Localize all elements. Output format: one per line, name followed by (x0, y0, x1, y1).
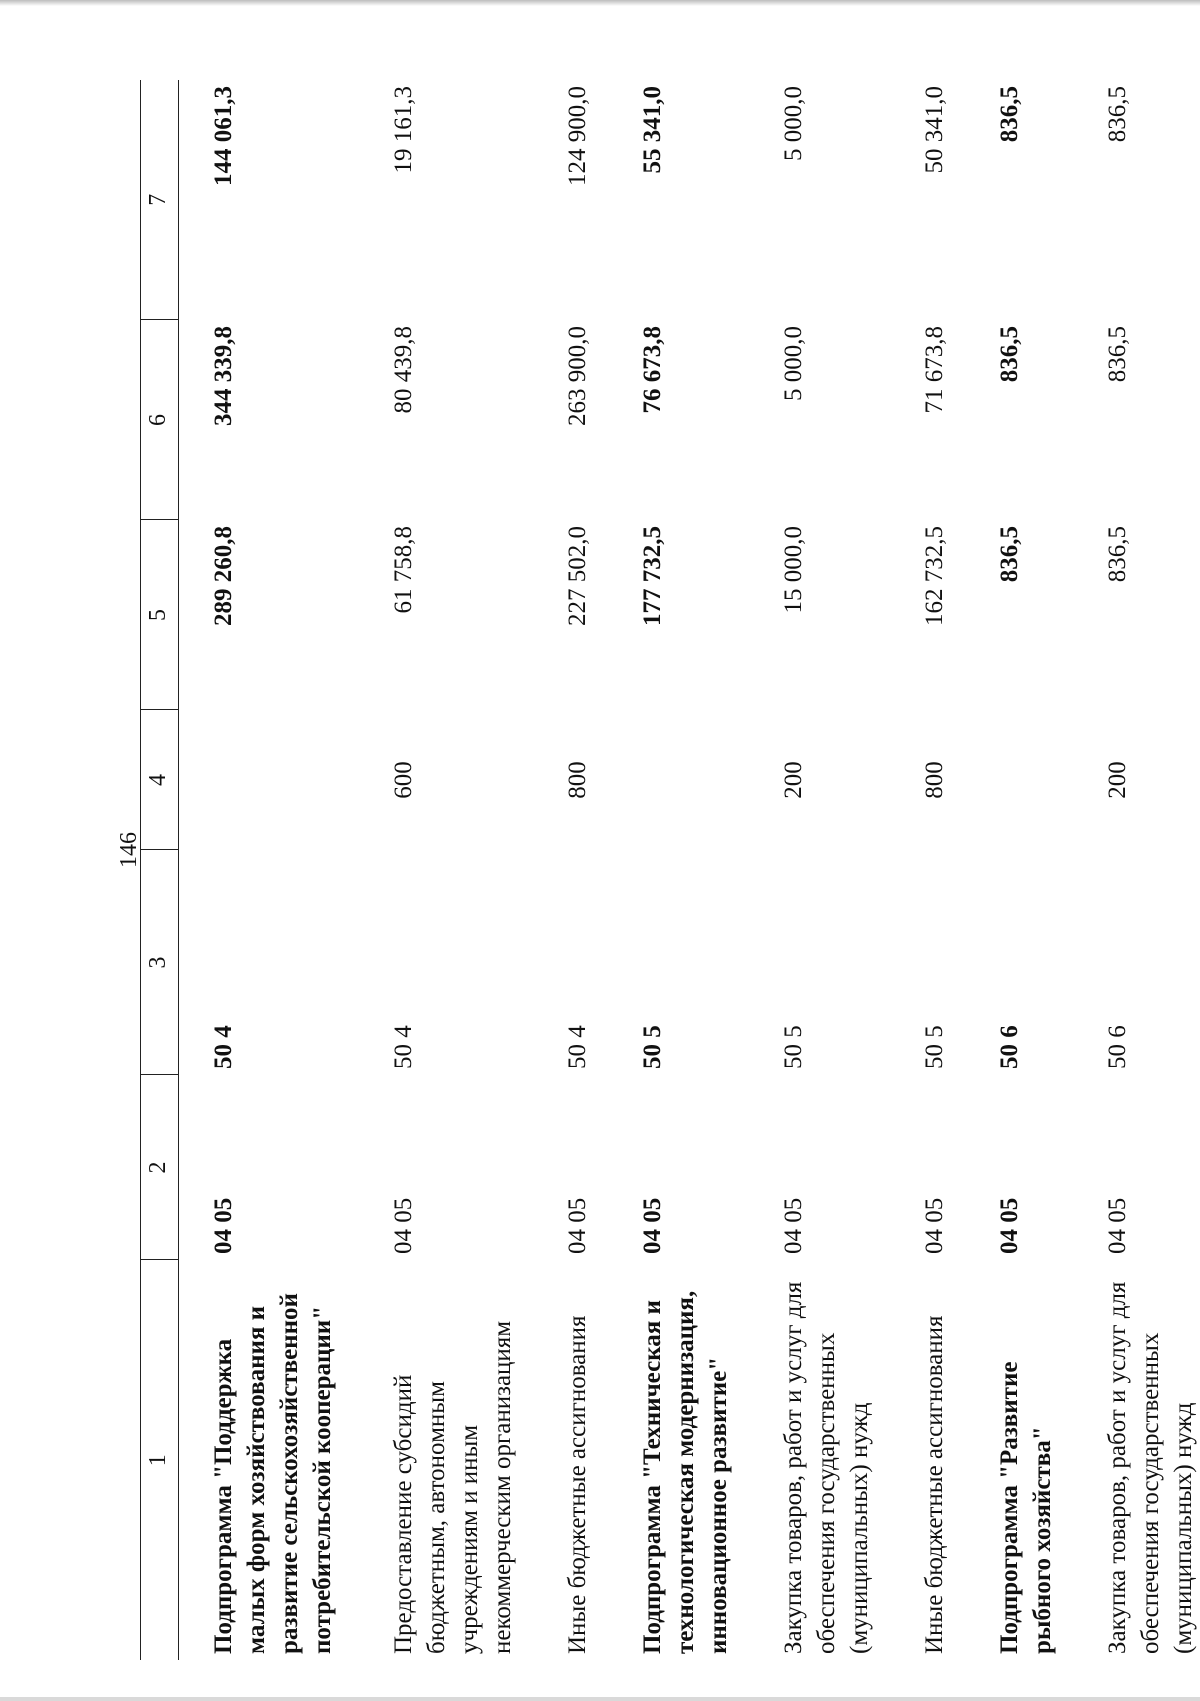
table-row (1073, 80, 1200, 1660)
program-code: 50 5 (921, 1025, 948, 1069)
program-code: 50 5 (639, 1025, 666, 1069)
amount-col5: 836,5 (1104, 526, 1131, 583)
row-name: Подпрограмма "Развитие рыбного хозяйства" (996, 1361, 1056, 1654)
table-row (179, 80, 354, 1660)
amount-col6: 263 900,0 (564, 326, 591, 426)
amount-col7: 124 900,0 (564, 86, 591, 186)
column-header: 7 (141, 80, 179, 320)
amount-col7: 836,5 (1104, 86, 1131, 143)
section-code: 04 05 (780, 1197, 807, 1254)
amount-col6: 5 000,0 (780, 326, 807, 401)
table-row (890, 80, 965, 1660)
row-name: Иные бюджетные ассигнования (921, 1315, 948, 1654)
program-code: 50 4 (210, 1025, 237, 1069)
section-code: 04 05 (390, 1197, 417, 1254)
expense-type-code: 200 (780, 761, 807, 799)
expense-type-code: 200 (1104, 761, 1131, 799)
amount-col6: 836,5 (996, 326, 1023, 383)
expense-type-code: 600 (390, 761, 417, 799)
program-code: 50 5 (780, 1025, 807, 1069)
row-name: Закупка товаров, работ и услуг для обеспечения государственных (муниципальных) нужд (1104, 1281, 1197, 1654)
section-code: 04 05 (564, 1197, 591, 1254)
amount-col5: 836,5 (996, 526, 1023, 583)
table-row (533, 80, 608, 1660)
amount-col5: 15 000,0 (780, 526, 807, 614)
row-name: Иные бюджетные ассигнования (564, 1315, 591, 1654)
amount-col5: 177 732,5 (639, 526, 666, 626)
amount-col7: 50 341,0 (921, 86, 948, 174)
scan-edge-top (0, 0, 1200, 6)
amount-col7: 55 341,0 (639, 86, 666, 174)
table-row (608, 80, 749, 1660)
amount-col6: 836,5 (1104, 326, 1131, 383)
column-header: 5 (141, 520, 179, 710)
amount-col7: 144 061,3 (210, 86, 237, 186)
program-code: 50 6 (996, 1025, 1023, 1069)
table-row (749, 80, 890, 1660)
row-name: Закупка товаров, работ и услуг для обеспечения государственных (муниципальных) нужд (780, 1281, 873, 1654)
expense-type-code (965, 710, 1073, 850)
table-header-row (141, 80, 179, 1660)
column-header: 4 (141, 710, 179, 850)
row-name: Подпрограмма "Техническая и технологическая модернизация, инновационное развитие" (639, 1290, 732, 1654)
rotated-page (100, 60, 1197, 1680)
expense-type-code: 800 (564, 761, 591, 799)
section-code: 04 05 (921, 1197, 948, 1254)
column-header: 3 (141, 850, 179, 1075)
column-header: 2 (141, 1075, 179, 1260)
amount-col6: 80 439,8 (390, 326, 417, 414)
section-code: 04 05 (1104, 1197, 1131, 1254)
row-name: Предоставление субсидий бюджетным, автономным учреждениям и иным некоммерческим организациям (390, 1320, 516, 1654)
scan-edge-bottom (0, 1697, 1200, 1701)
program-code: 50 4 (390, 1025, 417, 1069)
table-row (353, 80, 533, 1660)
amount-col6: 71 673,8 (921, 326, 948, 414)
column-header: 6 (141, 320, 179, 520)
amount-col5: 289 260,8 (210, 526, 237, 626)
row-name: Подпрограмма "Поддержка малых форм хозяйствования и развитие сельскохозяйственной потребительской кооперации" (210, 1293, 336, 1654)
program-code: 50 4 (564, 1025, 591, 1069)
budget-table (140, 80, 1200, 1660)
table-row (965, 80, 1073, 1660)
amount-col5: 162 732,5 (921, 526, 948, 626)
amount-col6: 344 339,8 (210, 326, 237, 426)
expense-type-code (608, 710, 749, 850)
amount-col7: 836,5 (996, 86, 1023, 143)
amount-col5: 227 502,0 (564, 526, 591, 626)
expense-type-code (179, 710, 354, 850)
section-code: 04 05 (639, 1197, 666, 1254)
program-code: 50 6 (1104, 1025, 1131, 1069)
amount-col7: 5 000,0 (780, 86, 807, 161)
column-header: 1 (141, 1260, 179, 1660)
amount-col6: 76 673,8 (639, 326, 666, 414)
section-code: 04 05 (210, 1197, 237, 1254)
page-number: 146 (116, 832, 142, 868)
expense-type-code: 800 (921, 761, 948, 799)
amount-col7: 19 161,3 (390, 86, 417, 174)
amount-col5: 61 758,8 (390, 526, 417, 614)
section-code: 04 05 (996, 1197, 1023, 1254)
